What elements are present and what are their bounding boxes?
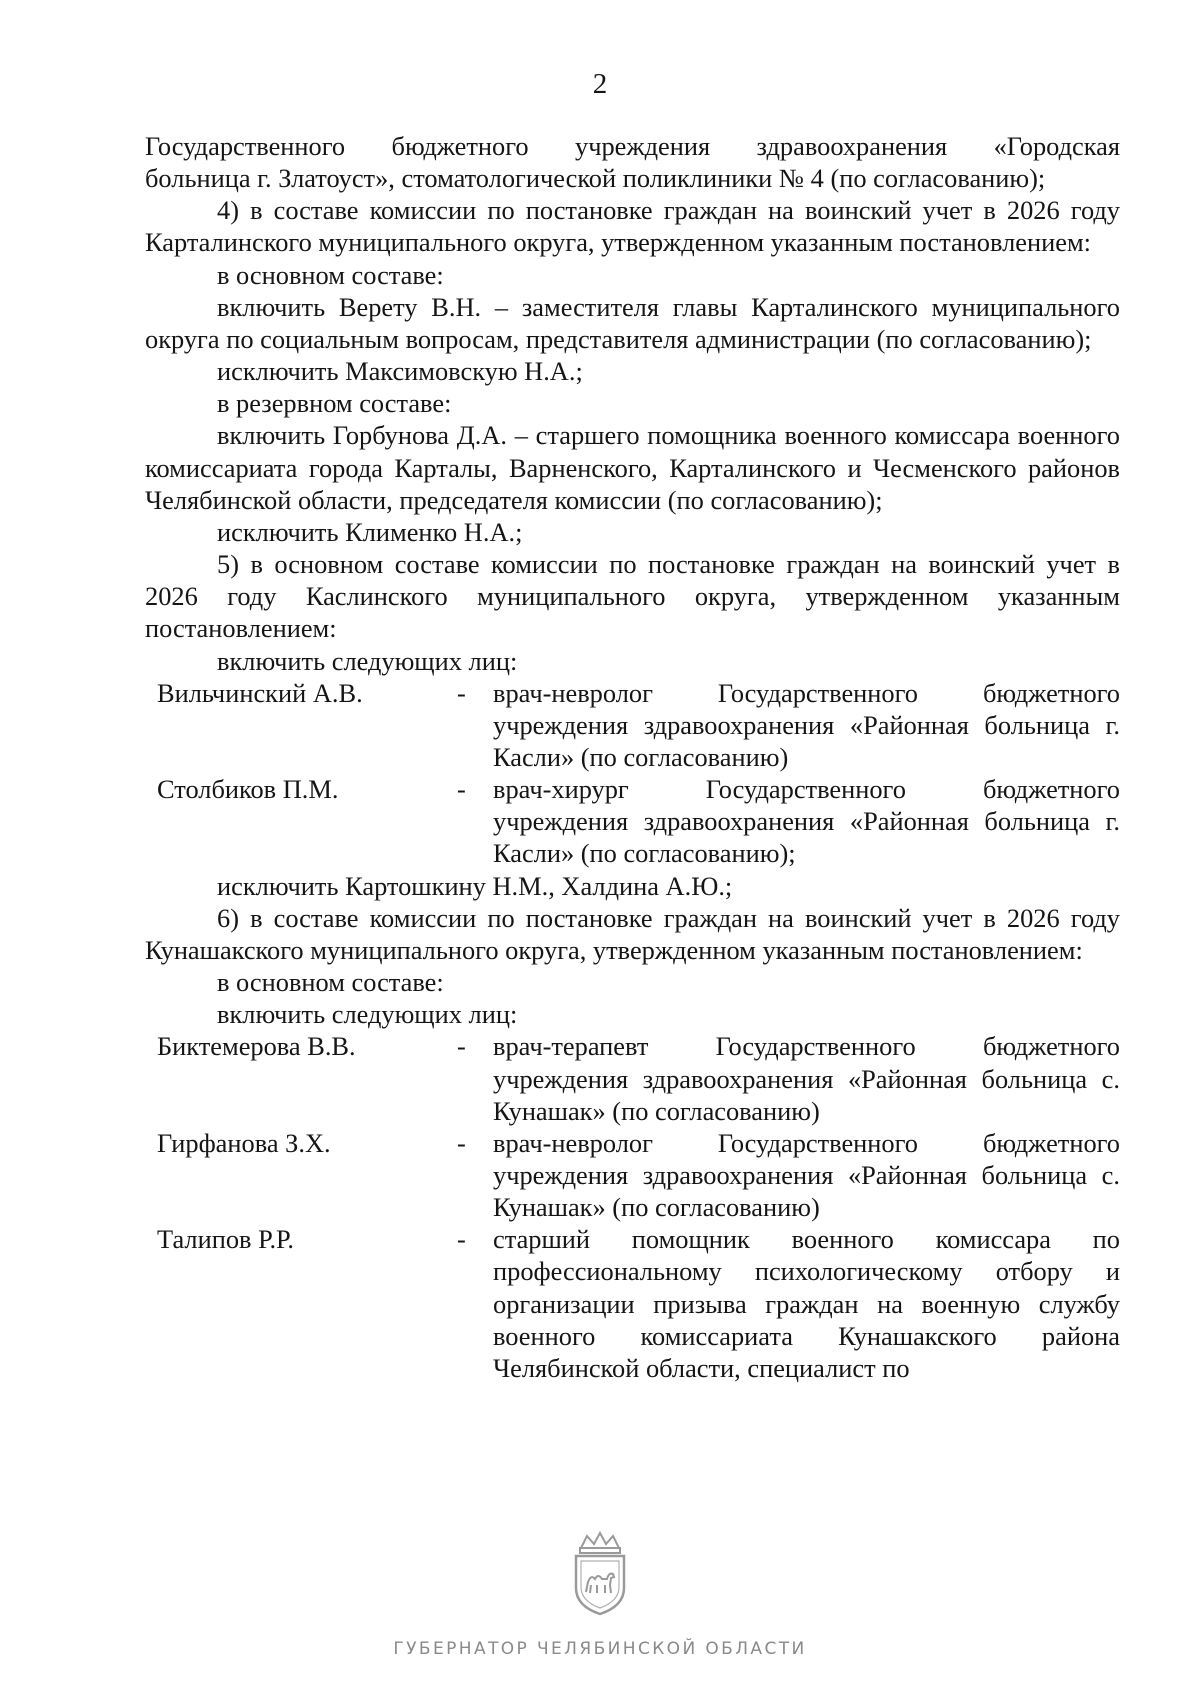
governor-title: ГУБЕРНАТОР ЧЕЛЯБИНСКОЙ ОБЛАСТИ [393,1639,807,1659]
paragraph-item-5: 5) в основном составе комиссии по постановке граждан на воинский учет в 2026 году Каслинского муниципального округа, утвержденном указанным постановлением: [145,549,1120,644]
paragraph-heading: включить следующих лиц: [217,999,518,1030]
member-dash: - [457,677,466,708]
member-dash: - [457,1224,466,1255]
member-list-kunashak [145,1030,1120,1384]
paragraph: исключить Максимовскую Н.А.; [217,356,583,387]
member-row [145,1030,1120,1126]
member-description: врач-терапевт Государственного бюджетного учреждения здравоохранения «Районная больница с. Кунашак» (по согласованию) [493,1031,1120,1126]
paragraph-heading: в основном составе: [217,259,444,290]
paragraph: включить Горбунова Д.А. – старшего помощника военного комиссара военного комиссариата города Карталы, Варненского, Карталинского и Чесменского районов Челябинской области, председателя комиссии (по согласованию); [145,420,1120,515]
member-name: Вильчинский А.В. [157,677,363,708]
paragraph: включить Верету В.Н. – заместителя главы Карталинского муниципального округа по социальным вопросам, представителя администрации (по согласованию); [145,291,1120,354]
paragraph-heading: включить следующих лиц: [217,645,518,676]
member-row [145,1223,1120,1384]
member-name: Талипов Р.Р. [157,1224,295,1255]
paragraph: исключить Картошкину Н.М., Халдина А.Ю.; [217,870,733,901]
document-body [145,130,1120,1384]
footer [0,1530,1200,1616]
member-description: старший помощник военного комиссара по профессиональному психологическому отбору и организации призыва граждан на военную службу военного комиссариата Кунашакского района Челябинской области, специалист по [493,1224,1120,1383]
member-row [145,1127,1120,1223]
member-dash: - [457,1127,466,1158]
paragraph-item-4: 4) в составе комиссии по постановке граждан на воинский учет в 2026 году Карталинского муниципального округа, утвержденном указанным постановлением: [145,195,1120,258]
member-name: Гирфанова З.Х. [157,1127,331,1158]
member-row [145,677,1120,773]
paragraph: исключить Клименко Н.А.; [217,516,523,547]
member-dash: - [457,774,466,805]
member-list-kasli [145,677,1120,870]
member-description: врач-невролог Государственного бюджетного учреждения здравоохранения «Районная больница с. Кунашак» (по согласованию) [493,1127,1120,1223]
page-number: 2 [592,68,608,100]
member-dash: - [457,1031,466,1062]
paragraph-item-6: 6) в составе комиссии по постановке граждан на воинский учет в 2026 году Кунашакского муниципального округа, утвержденном указанным постановлением: [145,902,1120,965]
member-name: Столбиков П.М. [157,774,339,805]
member-description: врач-невролог Государственного бюджетного учреждения здравоохранения «Районная больница г. Касли» (по согласованию) [493,677,1120,772]
paragraph-line: Государственного бюджетного учреждения здравоохранения «Городская [145,131,1120,161]
paragraph-heading: в основном составе: [217,967,444,998]
paragraph-line: больница г. Златоуст», стоматологической поликлиники № 4 (по согласованию); [145,163,1046,194]
member-description: врач-хирург Государственного бюджетного учреждения здравоохранения «Районная больница г. Касли» (по согласованию); [493,774,1120,869]
member-name: Биктемерова В.В. [157,1031,356,1062]
chelyabinsk-coat-of-arms-icon [567,1530,633,1616]
paragraph-heading: в резервном составе: [217,388,452,419]
member-row [145,773,1120,869]
